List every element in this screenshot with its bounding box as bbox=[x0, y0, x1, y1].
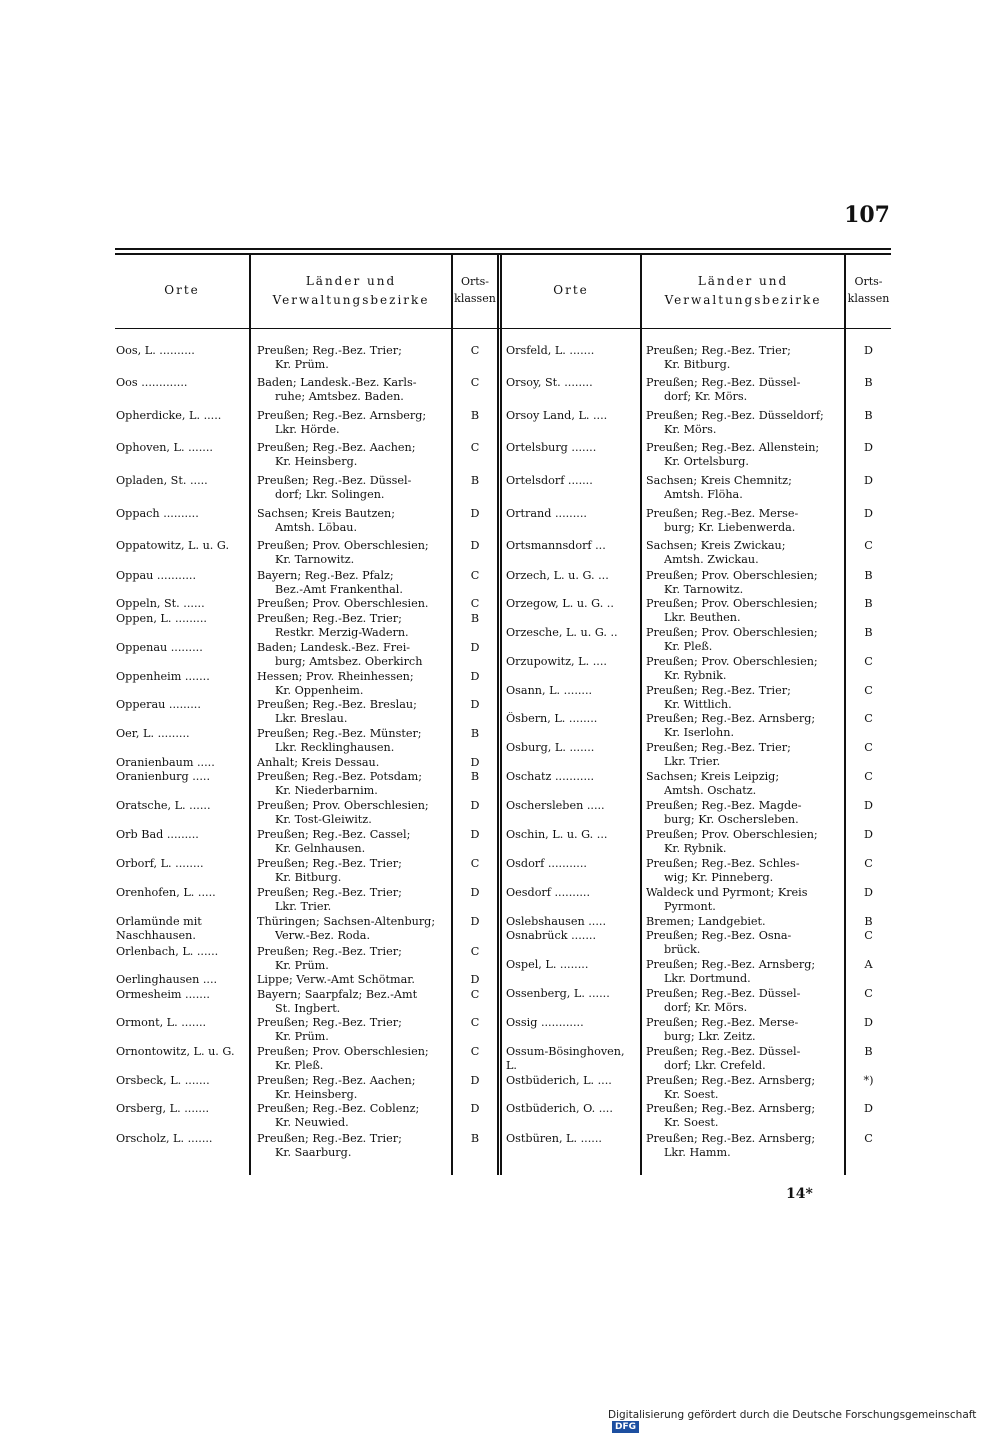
left-row-ortsklasse: D bbox=[470, 539, 480, 552]
header-laender-left: Länder und Verwaltungsbezirke bbox=[272, 274, 430, 307]
right-row-ort: Orzesche, L. u. G. .. bbox=[506, 626, 618, 639]
left-row-ortsklasse: D bbox=[470, 915, 480, 928]
header-klassen-right: Orts- klassen bbox=[847, 275, 890, 305]
left-row-ortsklasse: D bbox=[470, 973, 480, 986]
page-number: 107 bbox=[844, 202, 890, 228]
left-row-bezirk-line: Baden; Landesk.-Bez. Karls- bbox=[257, 376, 417, 389]
right-row-bezirk-line: Preußen; Prov. Oberschlesien; bbox=[646, 828, 818, 841]
center-divider-a bbox=[497, 255, 499, 1175]
right-row-ortsklasse: B bbox=[864, 569, 873, 582]
right-row-ortsklasse: C bbox=[864, 539, 873, 552]
left-row-bezirk-line: Preußen; Reg.-Bez. Trier; bbox=[257, 1132, 402, 1145]
header-laender-right: Länder und Verwaltungsbezirke bbox=[664, 274, 822, 307]
left-row-ort: Orlamünde mit Naschhausen. bbox=[116, 915, 202, 942]
right-row-bezirk-line: Kr. Soest. bbox=[664, 1115, 719, 1129]
right-row-bezirk-line: Kr. Wittlich. bbox=[664, 697, 732, 711]
left-row-bezirk-line: Preußen; Reg.-Bez. Trier; bbox=[257, 612, 402, 625]
left-row-ortsklasse: B bbox=[470, 612, 480, 625]
digitization-note bbox=[608, 1409, 1000, 1433]
left-row-ort: Opherdicke, L. ..... bbox=[116, 409, 222, 422]
right-row-ort: Orzegow, L. u. G. .. bbox=[506, 597, 614, 610]
left-row-bezirk-line: Lkr. Hörde. bbox=[275, 422, 340, 436]
left-row-ort: Oppenheim ....... bbox=[116, 670, 210, 683]
right-row-bezirk-line: Kr. Bitburg. bbox=[664, 357, 731, 371]
right-row-bezirk-line: Preußen; Prov. Oberschlesien; bbox=[646, 569, 818, 582]
right-row-bezirk-line: dorf; Kr. Mörs. bbox=[664, 1000, 748, 1014]
left-row-bezirk-line: Lkr. Trier. bbox=[275, 899, 332, 913]
left-row-bezirk-line: Preußen; Reg.-Bez. Trier; bbox=[257, 344, 402, 357]
left-row-ort: Orlenbach, L. ...... bbox=[116, 945, 219, 958]
left-row-bezirk-line: Preußen; Reg.-Bez. Trier; bbox=[257, 857, 402, 870]
right-row-ort: Osann, L. ........ bbox=[506, 684, 593, 697]
right-row-bezirk-line: Lkr. Dortmund. bbox=[664, 971, 751, 985]
left-row-ortsklasse: D bbox=[470, 641, 480, 654]
left-row-ortsklasse: D bbox=[470, 698, 480, 711]
left-row-ort: Oos, L. .......... bbox=[116, 344, 195, 357]
left-row-bezirk-line: Baden; Landesk.-Bez. Frei- bbox=[257, 641, 411, 654]
left-row-ortsklasse: C bbox=[470, 376, 480, 389]
right-row-ortsklasse: B bbox=[864, 1045, 873, 1058]
col-divider-1 bbox=[249, 255, 251, 1175]
right-row-bezirk-line: Bremen; Landgebiet. bbox=[646, 915, 766, 928]
right-row-ort: Ostbüderich, L. .... bbox=[506, 1074, 612, 1087]
right-row-ort: Ossenberg, L. ...... bbox=[506, 987, 610, 1000]
left-row-bezirk-line: Lkr. Breslau. bbox=[275, 711, 348, 725]
right-row-bezirk-line: dorf; Lkr. Crefeld. bbox=[664, 1058, 766, 1072]
right-row-bezirk-line: Preußen; Reg.-Bez. Arnsberg; bbox=[646, 958, 816, 971]
right-row-bezirk-line: Preußen; Reg.-Bez. Düssel- bbox=[646, 1045, 801, 1058]
left-row-ort: Oratsche, L. ...... bbox=[116, 799, 211, 812]
left-row-bezirk-line: Kr. Heinsberg. bbox=[275, 454, 358, 468]
left-row-ort: Orborf, L. ........ bbox=[116, 857, 204, 870]
left-row-bezirk-line: Preußen; Reg.-Bez. Breslau; bbox=[257, 698, 417, 711]
right-row-bezirk-line: Preußen; Reg.-Bez. Osna- bbox=[646, 929, 792, 942]
right-row-ort: Oslebshausen ..... bbox=[506, 915, 606, 928]
left-row-bezirk-line: Preußen; Reg.-Bez. Trier; bbox=[257, 1016, 402, 1029]
left-row-ortsklasse: C bbox=[470, 441, 480, 454]
left-row-bezirk-line: Kr. Saarburg. bbox=[275, 1145, 352, 1159]
left-row-bezirk-line: Preußen; Prov. Oberschlesien; bbox=[257, 1045, 429, 1058]
right-row-bezirk-line: Preußen; Reg.-Bez. Arnsberg; bbox=[646, 1074, 816, 1087]
left-row-bezirk-line: Preußen; Prov. Oberschlesien. bbox=[257, 597, 429, 610]
left-row-ortsklasse: D bbox=[470, 1074, 480, 1087]
left-row-bezirk-line: Preußen; Reg.-Bez. Düssel- bbox=[257, 474, 412, 487]
signature-mark: 14* bbox=[786, 1186, 813, 1202]
left-row-ort: Opperau ......... bbox=[116, 698, 201, 711]
right-row-ort: Oschin, L. u. G. ... bbox=[506, 828, 608, 841]
left-row-ort: Oppau ........... bbox=[116, 569, 197, 582]
left-row-bezirk-line: Preußen; Reg.-Bez. Trier; bbox=[257, 886, 402, 899]
left-row-bezirk-line: Preußen; Reg.-Bez. Münster; bbox=[257, 727, 422, 740]
right-row-ortsklasse: C bbox=[864, 655, 873, 668]
left-row-bezirk-line: Preußen; Reg.-Bez. Aachen; bbox=[257, 441, 416, 454]
left-row-bezirk-line: Kr. Pleß. bbox=[275, 1058, 324, 1072]
right-row-bezirk-line: Preußen; Reg.-Bez. Trier; bbox=[646, 344, 791, 357]
right-row-ortsklasse: D bbox=[864, 507, 873, 520]
header-orte-left: Orte bbox=[164, 283, 200, 297]
right-row-ort: Ortrand ......... bbox=[506, 507, 587, 520]
right-row-ortsklasse: C bbox=[864, 770, 873, 783]
right-row-bezirk-line: burg; Lkr. Zeitz. bbox=[664, 1029, 756, 1043]
left-row-ortsklasse: D bbox=[470, 756, 480, 769]
left-row-ortsklasse: B bbox=[470, 770, 480, 783]
left-row-ort: Oerlinghausen .... bbox=[116, 973, 218, 986]
right-row-ort: Ösbern, L. ........ bbox=[506, 712, 598, 725]
left-row-ortsklasse: D bbox=[470, 670, 480, 683]
left-row-bezirk-line: Kr. Heinsberg. bbox=[275, 1087, 358, 1101]
right-row-ortsklasse: B bbox=[864, 626, 873, 639]
right-row-bezirk-line: Sachsen; Kreis Zwickau; bbox=[646, 539, 786, 552]
right-row-bezirk-line: Kr. Ortelsburg. bbox=[664, 454, 749, 468]
right-row-bezirk-line: Preußen; Reg.-Bez. Düssel- bbox=[646, 987, 801, 1000]
left-row-ortsklasse: D bbox=[470, 1102, 480, 1115]
left-row-ort: Oppach .......... bbox=[116, 507, 199, 520]
right-row-ortsklasse: D bbox=[864, 441, 873, 454]
right-row-bezirk-line: Sachsen; Kreis Chemnitz; bbox=[646, 474, 792, 487]
right-row-ortsklasse: C bbox=[864, 929, 873, 942]
right-row-bezirk-line: burg; Kr. Oschersleben. bbox=[664, 812, 799, 826]
left-row-ort: Oppeln, St. ...... bbox=[116, 597, 205, 610]
right-row-ortsklasse: D bbox=[864, 828, 873, 841]
right-row-bezirk-line: Preußen; Reg.-Bez. Trier; bbox=[646, 741, 791, 754]
left-row-ortsklasse: D bbox=[470, 507, 480, 520]
right-row-bezirk-line: Kr. Soest. bbox=[664, 1087, 719, 1101]
right-row-bezirk-line: Preußen; Prov. Oberschlesien; bbox=[646, 597, 818, 610]
left-row-bezirk-line: Preußen; Reg.-Bez. Aachen; bbox=[257, 1074, 416, 1087]
right-row-ort: Orsfeld, L. ....... bbox=[506, 344, 595, 357]
right-row-ortsklasse: B bbox=[864, 409, 873, 422]
left-row-ortsklasse: C bbox=[470, 597, 480, 610]
left-row-ort: Oppatowitz, L. u. G. bbox=[116, 539, 230, 552]
right-row-ortsklasse: C bbox=[864, 712, 873, 725]
right-row-ortsklasse: D bbox=[864, 1016, 873, 1029]
left-row-ort: Orsberg, L. ....... bbox=[116, 1102, 210, 1115]
left-row-bezirk-line: Sachsen; Kreis Bautzen; bbox=[257, 507, 395, 520]
right-row-ort: Orsoy Land, L. .... bbox=[506, 409, 608, 422]
right-row-ort: Ospel, L. ........ bbox=[506, 958, 589, 971]
right-row-bezirk-line: Preußen; Reg.-Bez. Schles- bbox=[646, 857, 800, 870]
right-row-ortsklasse: D bbox=[864, 1102, 873, 1115]
right-row-bezirk-line: Kr. Tarnowitz. bbox=[664, 582, 744, 596]
right-row-bezirk-line: brück. bbox=[664, 942, 701, 956]
right-row-ort: Osdorf ........... bbox=[506, 857, 587, 870]
right-row-bezirk-line: Waldeck und Pyrmont; Kreis bbox=[646, 886, 808, 899]
left-row-bezirk-line: Kr. Tarnowitz. bbox=[275, 552, 355, 566]
left-row-ortsklasse: D bbox=[470, 799, 480, 812]
left-row-ort: Orsbeck, L. ....... bbox=[116, 1074, 210, 1087]
left-row-bezirk-line: Bez.-Amt Frankenthal. bbox=[275, 582, 403, 596]
right-row-ortsklasse: B bbox=[864, 597, 873, 610]
col-divider-2 bbox=[451, 255, 453, 1175]
header-rule bbox=[115, 328, 891, 329]
digitization-note-text: Digitalisierung gefördert durch die Deutsche Forschungsgemeinschaft bbox=[608, 1409, 977, 1421]
right-row-bezirk-line: wig; Kr. Pinneberg. bbox=[664, 870, 774, 884]
left-row-bezirk-line: Kr. Oppenheim. bbox=[275, 683, 364, 697]
right-row-bezirk-line: Preußen; Reg.-Bez. Düsseldorf; bbox=[646, 409, 824, 422]
right-row-ort: Orsoy, St. ........ bbox=[506, 376, 593, 389]
right-row-ort: Ostbüderich, O. .... bbox=[506, 1102, 613, 1115]
right-row-bezirk-line: Amtsh. Flöha. bbox=[664, 487, 743, 501]
right-row-ortsklasse: D bbox=[864, 474, 873, 487]
left-row-bezirk-line: Kr. Niederbarnim. bbox=[275, 783, 378, 797]
right-row-bezirk-line: Amtsh. Oschatz. bbox=[664, 783, 757, 797]
left-row-ort: Oer, L. ......... bbox=[116, 727, 190, 740]
right-row-ort: Ossig ............ bbox=[506, 1016, 584, 1029]
left-row-bezirk-line: Thüringen; Sachsen-Altenburg; bbox=[257, 915, 436, 928]
center-divider-b bbox=[500, 255, 502, 1175]
right-row-ort: Ortelsdorf ....... bbox=[506, 474, 593, 487]
left-row-bezirk-line: Bayern; Saarpfalz; Bez.-Amt bbox=[257, 988, 418, 1001]
left-row-ortsklasse: C bbox=[470, 945, 480, 958]
right-row-bezirk-line: Pyrmont. bbox=[664, 899, 716, 913]
right-row-bezirk-line: Preußen; Reg.-Bez. Arnsberg; bbox=[646, 1132, 816, 1145]
left-row-bezirk-line: Kr. Bitburg. bbox=[275, 870, 342, 884]
right-row-bezirk-line: Lkr. Hamm. bbox=[664, 1145, 731, 1159]
left-row-bezirk-line: Bayern; Reg.-Bez. Pfalz; bbox=[257, 569, 394, 582]
left-row-bezirk-line: Kr. Prüm. bbox=[275, 958, 329, 972]
left-row-ortsklasse: D bbox=[470, 828, 480, 841]
left-row-ort: Oranienbaum ..... bbox=[116, 756, 215, 769]
right-row-bezirk-line: Preußen; Reg.-Bez. Arnsberg; bbox=[646, 712, 816, 725]
left-row-ort: Ormesheim ....... bbox=[116, 988, 210, 1001]
right-row-bezirk-line: Kr. Mörs. bbox=[664, 422, 717, 436]
right-row-bezirk-line: dorf; Kr. Mörs. bbox=[664, 389, 748, 403]
right-row-ort: Ortelsburg ....... bbox=[506, 441, 597, 454]
left-row-ortsklasse: B bbox=[470, 1132, 480, 1145]
right-row-bezirk-line: Preußen; Prov. Oberschlesien; bbox=[646, 655, 818, 668]
right-row-bezirk-line: Preußen; Reg.-Bez. Düssel- bbox=[646, 376, 801, 389]
left-row-ort: Opladen, St. ..... bbox=[116, 474, 208, 487]
right-row-ort: Ostbüren, L. ...... bbox=[506, 1132, 602, 1145]
right-row-ort: Ossum-Bösinghoven, L. bbox=[506, 1045, 625, 1072]
left-row-ort: Orscholz, L. ....... bbox=[116, 1132, 213, 1145]
right-row-ort: Orzech, L. u. G. ... bbox=[506, 569, 609, 582]
left-row-bezirk-line: Preußen; Reg.-Bez. Coblenz; bbox=[257, 1102, 420, 1115]
left-row-ortsklasse: B bbox=[470, 474, 480, 487]
left-row-bezirk-line: Kr. Prüm. bbox=[275, 1029, 329, 1043]
right-row-bezirk-line: Kr. Rybnik. bbox=[664, 841, 727, 855]
left-row-ort: Orb Bad ......... bbox=[116, 828, 199, 841]
right-row-ortsklasse: B bbox=[864, 915, 873, 928]
left-row-ort: Ormont, L. ....... bbox=[116, 1016, 207, 1029]
left-row-ort: Ornontowitz, L. u. G. bbox=[116, 1045, 235, 1058]
right-row-bezirk-line: Amtsh. Zwickau. bbox=[664, 552, 759, 566]
left-row-bezirk-line: burg; Amtsbez. Oberkirch bbox=[275, 654, 423, 668]
right-row-ortsklasse: C bbox=[864, 1132, 873, 1145]
left-row-bezirk-line: Preußen; Reg.-Bez. Trier; bbox=[257, 945, 402, 958]
right-row-ort: Oesdorf .......... bbox=[506, 886, 591, 899]
right-row-ortsklasse: C bbox=[864, 987, 873, 1000]
right-row-bezirk-line: Preußen; Reg.-Bez. Merse- bbox=[646, 1016, 799, 1029]
left-row-bezirk-line: Lkr. Recklinghausen. bbox=[275, 740, 395, 754]
left-row-bezirk-line: Kr. Tost-Gleiwitz. bbox=[275, 812, 372, 826]
left-row-ortsklasse: C bbox=[470, 988, 480, 1001]
right-row-bezirk-line: Preußen; Prov. Oberschlesien; bbox=[646, 626, 818, 639]
right-row-bezirk-line: Preußen; Reg.-Bez. Trier; bbox=[646, 684, 791, 697]
right-row-ort: Orzupowitz, L. .... bbox=[506, 655, 607, 668]
right-row-ort: Oschatz ........... bbox=[506, 770, 595, 783]
left-row-bezirk-line: Preußen; Reg.-Bez. Arnsberg; bbox=[257, 409, 427, 422]
top-double-rule-1 bbox=[115, 248, 891, 250]
right-row-bezirk-line: Lkr. Trier. bbox=[664, 754, 721, 768]
right-row-ortsklasse: C bbox=[864, 684, 873, 697]
left-row-bezirk-line: Preußen; Prov. Oberschlesien; bbox=[257, 539, 429, 552]
right-row-ort: Osburg, L. ....... bbox=[506, 741, 595, 754]
left-row-ort: Ophoven, L. ....... bbox=[116, 441, 213, 454]
right-row-ortsklasse: D bbox=[864, 799, 873, 812]
right-row-ortsklasse: D bbox=[864, 344, 873, 357]
left-row-bezirk-line: Lippe; Verw.-Amt Schötmar. bbox=[257, 973, 415, 986]
right-row-ort: Oschersleben ..... bbox=[506, 799, 605, 812]
right-row-bezirk-line: burg; Kr. Liebenwerda. bbox=[664, 520, 796, 534]
dfg-logo: DFG bbox=[612, 1421, 639, 1433]
right-row-bezirk-line: Preußen; Reg.-Bez. Allenstein; bbox=[646, 441, 820, 454]
right-row-bezirk-line: Lkr. Beuthen. bbox=[664, 610, 741, 624]
left-row-bezirk-line: St. Ingbert. bbox=[275, 1001, 341, 1015]
right-row-bezirk-line: Kr. Pleß. bbox=[664, 639, 713, 653]
left-row-ort: Oppen, L. ......... bbox=[116, 612, 207, 625]
right-row-bezirk-line: Kr. Rybnik. bbox=[664, 668, 727, 682]
right-row-ortsklasse: B bbox=[864, 376, 873, 389]
left-row-bezirk-line: Anhalt; Kreis Dessau. bbox=[257, 756, 380, 769]
left-row-ortsklasse: B bbox=[470, 727, 480, 740]
left-row-ortsklasse: C bbox=[470, 857, 480, 870]
right-row-ort: Osnabrück ....... bbox=[506, 929, 596, 942]
left-row-bezirk-line: dorf; Lkr. Solingen. bbox=[275, 487, 385, 501]
left-row-bezirk-line: Hessen; Prov. Rheinhessen; bbox=[257, 670, 414, 683]
left-row-ortsklasse: B bbox=[470, 409, 480, 422]
top-double-rule-2 bbox=[115, 253, 891, 255]
right-row-bezirk-line: Preußen; Reg.-Bez. Merse- bbox=[646, 507, 799, 520]
right-row-bezirk-line: Preußen; Reg.-Bez. Magde- bbox=[646, 799, 802, 812]
left-row-bezirk-line: Amtsh. Löbau. bbox=[275, 520, 357, 534]
header-orte-right: Orte bbox=[553, 283, 589, 297]
left-row-bezirk-line: Kr. Prüm. bbox=[275, 357, 329, 371]
left-row-ort: Oranienburg ..... bbox=[116, 770, 211, 783]
right-row-bezirk-line: Sachsen; Kreis Leipzig; bbox=[646, 770, 780, 783]
left-row-bezirk-line: Kr. Neuwied. bbox=[275, 1115, 349, 1129]
left-row-bezirk-line: ruhe; Amtsbez. Baden. bbox=[275, 389, 404, 403]
left-row-ortsklasse: C bbox=[470, 1016, 480, 1029]
right-row-ortsklasse: C bbox=[864, 741, 873, 754]
right-row-ortsklasse: A bbox=[864, 958, 873, 971]
right-row-bezirk-line: Kr. Iserlohn. bbox=[664, 725, 734, 739]
left-row-ortsklasse: C bbox=[470, 569, 480, 582]
right-row-ortsklasse: D bbox=[864, 886, 873, 899]
right-row-ort: Ortsmannsdorf ... bbox=[506, 539, 606, 552]
left-row-ort: Oos ............. bbox=[116, 376, 188, 389]
left-row-bezirk-line: Verw.-Bez. Roda. bbox=[275, 928, 370, 942]
col-divider-4 bbox=[640, 255, 642, 1175]
header-klassen-left: Orts- klassen bbox=[454, 275, 496, 305]
left-row-bezirk-line: Preußen; Reg.-Bez. Potsdam; bbox=[257, 770, 422, 783]
left-row-ortsklasse: C bbox=[470, 1045, 480, 1058]
right-row-bezirk-line: Preußen; Reg.-Bez. Arnsberg; bbox=[646, 1102, 816, 1115]
right-row-ortsklasse: C bbox=[864, 857, 873, 870]
left-row-ort: Oppenau ......... bbox=[116, 641, 203, 654]
left-row-ortsklasse: C bbox=[470, 344, 480, 357]
left-row-ortsklasse: D bbox=[470, 886, 480, 899]
left-row-bezirk-line: Preußen; Prov. Oberschlesien; bbox=[257, 799, 429, 812]
left-row-bezirk-line: Restkr. Merzig-Wadern. bbox=[275, 625, 409, 639]
left-row-bezirk-line: Kr. Gelnhausen. bbox=[275, 841, 366, 855]
right-row-ortsklasse: *) bbox=[863, 1074, 874, 1087]
left-row-ort: Orenhofen, L. ..... bbox=[116, 886, 216, 899]
left-row-bezirk-line: Preußen; Reg.-Bez. Cassel; bbox=[257, 828, 411, 841]
